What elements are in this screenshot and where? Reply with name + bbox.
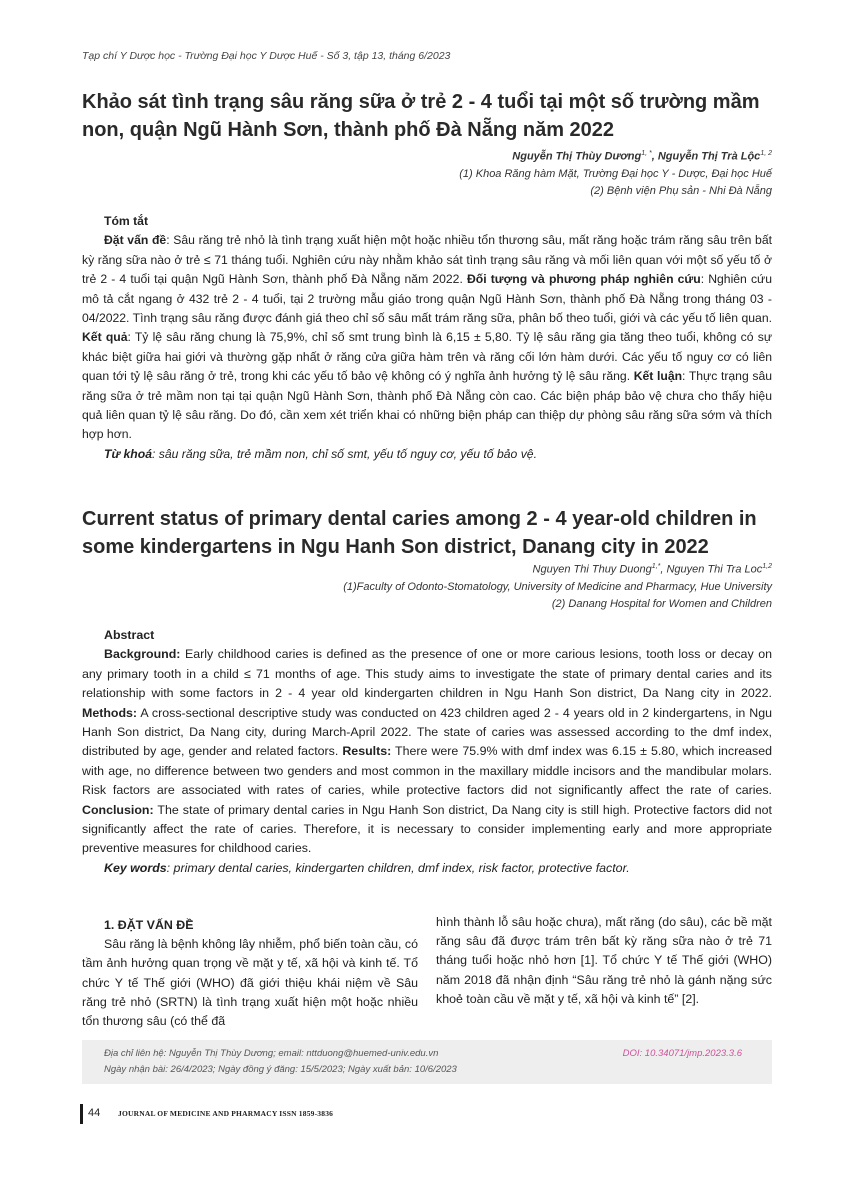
english-authors [343,558,772,613]
background-label: Đặt vấn đề [104,233,167,248]
background-label: Background: [104,647,181,662]
vietnamese-authors [459,145,772,200]
author-affiliation-mark: 1, 2 [760,150,772,157]
author-name: Nguyen Thi Tra Loc [666,563,763,576]
conclusion-label: Kết luận [633,369,683,384]
methods-text: : Nghiên cứu mô tả cắt ngang ở 432 trẻ 2 - 4 tuổi, tại 2 trường mẫu giáo trong quận Ngũ Hành Sơn, thành phố Đà Nẵng trong tháng 03 - 04/2022. Tình trạng sâu răng được đánh giá theo chỉ số sâu mất trám răng sữa, phân bố theo tuổi, giới và các yếu tố liên quan. [82,272,772,326]
english-title: Current status of primary dental caries among 2 - 4 year-old children in some kindergartens in Ngu Hanh Son district, Danang city in 2022 [82,508,757,558]
results-label: Results: [342,744,392,759]
author-affiliation-mark: 1, * [641,150,652,157]
author-affiliation-mark: 1,2 [762,563,772,570]
keywords-label: Key words [104,860,167,875]
section-heading: 1. ĐẶT VẤN ĐỀ [104,918,194,932]
correspondence-box [82,1040,772,1084]
abstract-body [82,231,772,444]
keywords-label: Từ khoá [104,446,152,461]
body-paragraph-continued: hình thành lỗ sâu hoặc chưa), mất răng (do sâu), các bề mặt răng sâu đã được trám trên bất kỳ răng sữa nào ở trẻ 71 tháng tuổi hoặc nhỏ hơn [1]. Tổ chức Y tế Thế giới (WHO) năm 2018 đã nhận định “Sâu răng trẻ nhỏ là gánh nặng sức khoẻ toàn cầu về mặt y tế, xã hội và kinh tế” [2]. [436,915,772,1006]
conclusion-text: The state of primary dental caries in Ngu Hanh Son district, Da Nang city is still high. Protective factors did not significantly affect the rate of caries. Therefore, it is necessary to consider implementing early and more appropriate preventive measures for childhood caries. [82,802,772,856]
affiliation-1: (1)Faculty of Odonto-Stomatology, University of Medicine and Pharmacy, Hue University [343,580,772,593]
page-number-bar [80,1104,83,1124]
affiliation-2: (2) Danang Hospital for Women and Children [551,597,772,610]
author-name: Nguyen Thi Thuy Duong [532,563,652,576]
author-line: Nguyễn Thị Thùy Dương$^{1, *}$, Nguyễn Thị Trà Lộc$^{1, 2}$ [512,150,772,163]
methods-text: A cross-sectional descriptive study was conducted on 423 children aged 2 - 4 years old in 2 kindergartens, in Ngu Hanh Son district, Da Nang city, during March-April 2022. The state of caries was assessed according to the dmf index, distributed by age, gender and related factors. [82,705,772,759]
vietnamese-abstract [82,212,772,464]
journal-running-header: Tạp chí Y Dược học - Trường Đại học Y Dược Huế - Số 3, tập 13, tháng 6/2023 [82,50,451,62]
author-line: Nguyen Thi Thuy Duong$^{1,*}$, Nguyen Thi Tra Loc$^{1,2}$ [532,563,772,576]
author-affiliation-mark: 1,* [651,563,661,570]
journal-footer: JOURNAL OF MEDICINE AND PHARMACY ISSN 1859-3836 [118,1109,334,1118]
author-name: Nguyễn Thị Trà Lộc [657,150,761,163]
english-abstract [82,626,772,878]
body-paragraph: Sâu răng là bệnh không lây nhiễm, phổ biến toàn cầu, có tầm ảnh hưởng quan trọng về mặt y tế, xã hội và kinh tế. Tổ chức Y tế Thế giới (WHO) đã giới thiệu khái niệm về Sâu răng trẻ nhỏ (SRTN) là tình trạng xuất hiện một hoặc nhiều tổn thương sâu (có thể đã [82,937,418,1029]
page-number: 44 [88,1107,101,1119]
affiliation-2: (2) Bệnh viện Phụ sản - Nhi Đà Nẵng [590,184,772,197]
contact-info: Địa chỉ liên hệ: Nguyễn Thị Thùy Dương; email: nttduong@huemed-univ.edu.vn [104,1048,439,1059]
conclusion-label: Conclusion: [82,802,154,817]
affiliation-1: (1) Khoa Răng hàm Mặt, Trường Đại học Y - Dược, Đại học Huế [459,167,772,180]
keywords [82,859,772,878]
publication-dates: Ngày nhận bài: 26/4/2023; Ngày đồng ý đăng: 15/5/2023; Ngày xuất bản: 10/6/2023 [104,1064,457,1075]
author-name: Nguyễn Thị Thùy Dương [512,150,642,163]
abstract-heading: Tóm tắt [104,214,149,228]
results-label: Kết quả [82,330,128,345]
keywords [82,445,772,464]
keywords-text: : primary dental caries, kindergarten children, dmf index, risk factor, protective factor. [166,860,630,875]
keywords-text: : sâu răng sữa, trẻ mầm non, chỉ số smt, yếu tố nguy cơ, yếu tố bảo vệ. [151,446,537,461]
doi-link[interactable]: DOI: 10.34071/jmp.2023.3.6 [622,1048,742,1059]
abstract-body [82,645,772,858]
conclusion-text: : Thực trạng sâu răng sữa ở trẻ mầm non tại tại quận Ngũ Hành Sơn, thành phố Đà Nẵng còn cao. Các biện pháp bảo vệ chưa cho thấy hiệu quả liên quan tỷ lệ sâu răng. Do đó, cần xem xét triển khai có những biện pháp can thiệp dự phòng sâu răng sữa sớm và thích hợp hơn. [82,369,772,442]
methods-label: Đối tượng và phương pháp nghiên cứu [466,272,701,287]
body-column-left [82,916,418,1031]
vietnamese-title: Khảo sát tình trạng sâu răng sữa ở trẻ 2 - 4 tuổi tại một số trường mầm non, quận Ngũ Hành Sơn, thành phố Đà Nẵng năm 2022 [82,91,760,141]
methods-label: Methods: [82,705,138,720]
background-text: : Sâu răng trẻ nhỏ là tình trạng xuất hiện một hoặc nhiều tổn thương sâu, mất răng hoặc trám răng sâu trên bất kỳ răng sữa nào ở trẻ ≤ 71 tháng tuổi. Nghiên cứu này nhằm khảo sát tình trạng sâu răng và mối liên quan với một số yếu tố ở trẻ 2 - 4 tuổi tại quận Ngũ Hành Sơn, thành phố Đà Nẵng năm 2022. [82,233,772,287]
body-column-right [436,913,772,1009]
results-text: : Tỷ lệ sâu răng chung là 75,9%, chỉ số smt trung bình là 6,15 ± 5,80. Tỷ lệ sâu răng gia tăng theo tuổi, không có sự khác biệt giữa hai giới và thường gặp nhất ở răng cửa giữa hàm trên và răng cối lớn hàm dưới. Các yếu tố nguy cơ có liên quan tới tỷ lệ sâu răng ở trẻ, trong khi các yếu tố bảo vệ không có ý nghĩa ảnh hưởng tỷ lệ sâu răng. [82,330,772,384]
abstract-heading: Abstract [104,628,155,642]
results-text: There were 75.9% with dmf index was 6.15 ± 5.80, which increased with age, no difference between two genders and most common in the maxillary middle incisors and the mandibular molars. Risk factors are associated with rates of caries, while protective factors did not significantly affect the rate of caries. [82,744,772,798]
background-text: Early childhood caries is defined as the presence of one or more carious lesions, tooth loss or decay on any primary tooth in a child ≤ 71 months of age. This study aims to investigate the state of primary dental caries and its relationship with some factors in 2 - 4 year old kindergarten children in Ngu Hanh Son district, Da Nang city in 2022. [82,647,772,701]
